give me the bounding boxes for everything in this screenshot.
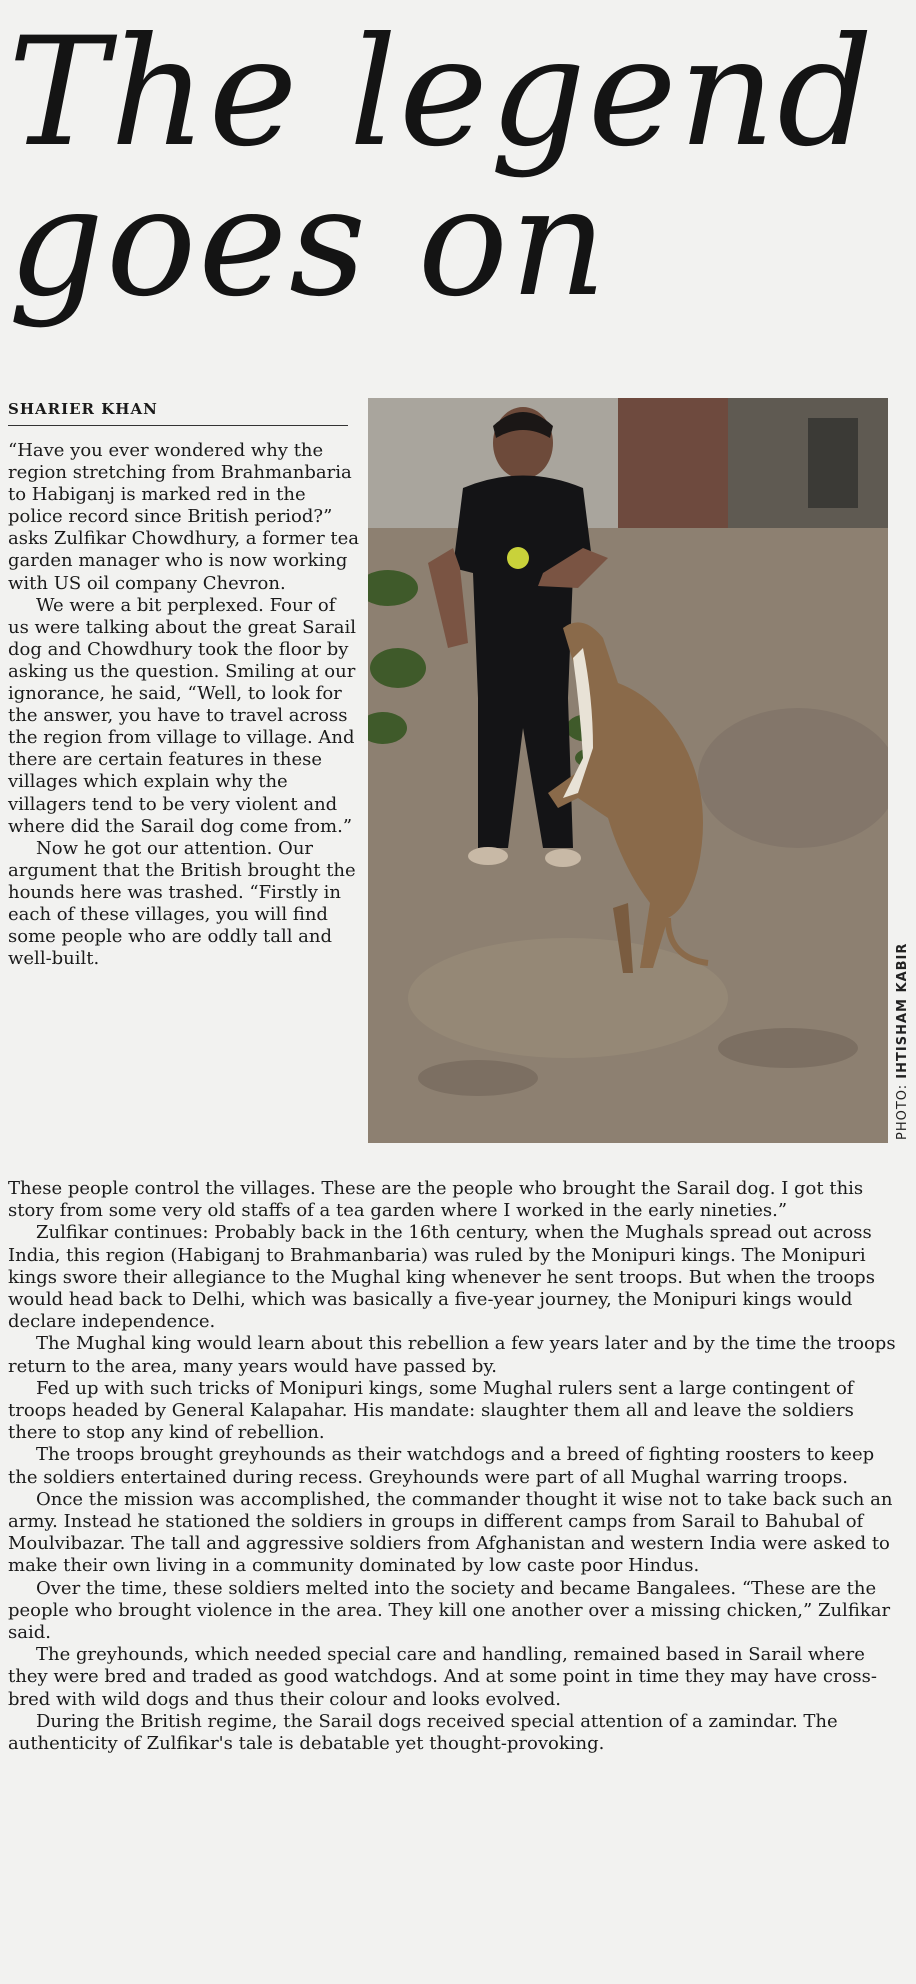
headline — [8, 6, 908, 330]
column-paragraph-1: “Have you ever wondered why the region stretching from Brahmanbaria to Habiganj is marked red in the police record since British period?” asks Zulfikar Chowdhury, a former tea garden manager who is now working with US oil company Chevron. — [8, 440, 360, 594]
body-paragraph-3: The Mughal king would learn about this rebellion a few years later and by the time the troops return to the area, many years would have passed by. — [8, 1333, 896, 1377]
body-paragraph-7: Over the time, these soldiers melted into the society and became Bangalees. “These are the people who brought violence in the area. They kill one another over a missing chicken,” Zulfikar said. — [8, 1577, 891, 1644]
headline-line-2: goes on — [8, 156, 609, 330]
byline: SHARIER KHAN — [8, 400, 158, 418]
body-paragraph-4: Fed up with such tricks of Monipuri kings, some Mughal rulers sent a large contingent of troops headed by General Kalapahar. His mandate: slaughter them all and leave the soldiers there to stop any kind of rebellion. — [8, 1377, 854, 1444]
body-paragraph-8: The greyhounds, which needed special care and handling, remained based in Sarail where they were bred and traded as good watchdogs. And at some point in time they may have cross-bred with wild dogs and thus their colour and looks evolved. — [8, 1644, 877, 1710]
photo-credit-label: PHOTO: — [895, 1083, 910, 1140]
byline-divider — [8, 425, 348, 426]
body-paragraph-2: Zulfikar continues: Probably back in the 16th century, when the Mughals spread out across India, this region (Habiganj to Brahmanbaria) was ruled by the Monipuri kings. The Monipuri kings swore their allegiance to the Mughal king whenever he sent troops. But when the troops would head back to Delhi, which was basically a five-year journey, the Monipuri kings would declare independence. — [8, 1222, 875, 1333]
column-paragraph-2: We were a bit perplexed. Four of us were talking about the great Sarail dog and Chowdhury took the floor by asking us the question. Smiling at our ignorance, he said, “Well, to look for the answer, you have to travel across the region from village to village. And there are certain features in these villages which explain why the villagers tend to be very violent and where did the Sarail dog come from.” — [8, 594, 357, 837]
headline-line-1: The legend — [8, 6, 876, 180]
full-width-body — [8, 1178, 908, 1755]
photo-credit-name: IHTISHAM KABIR — [895, 942, 910, 1079]
narrow-column — [8, 440, 360, 970]
dog-and-man-photo — [368, 398, 888, 1143]
body-paragraph-5: The troops brought greyhounds as their watchdogs and a breed of fighting roosters to keep the soldiers entertained during recess. Greyhounds were part of all Mughal warring troops. — [8, 1444, 875, 1488]
body-paragraph-1: These people control the villages. These are the people who brought the Sarail dog. I got this story from some very old staffs of a tea garden where I worked in the early nineties.” — [8, 1178, 864, 1222]
article-photo — [368, 398, 888, 1143]
body-paragraph-9: During the British regime, the Sarail dogs received special attention of a zamindar. The authenticity of Zulfikar's tale is debatable yet thought-provoking. — [8, 1710, 838, 1755]
photo-credit — [895, 943, 910, 1140]
body-paragraph-6: Once the mission was accomplished, the commander thought it wise not to take back such an army. Instead he stationed the soldiers in groups in different camps from Sarail to Bahubal of Moulvibazar. The tall and aggressive soldiers from Afghanistan and western India were asked to make their own living in a community dominated by low caste poor Hindus. — [8, 1488, 893, 1577]
column-paragraph-3: Now he got our attention. Our argument that the British brought the hounds here was trashed. “Firstly in each of these villages, you will find some people who are oddly tall and well-built. — [8, 837, 356, 970]
